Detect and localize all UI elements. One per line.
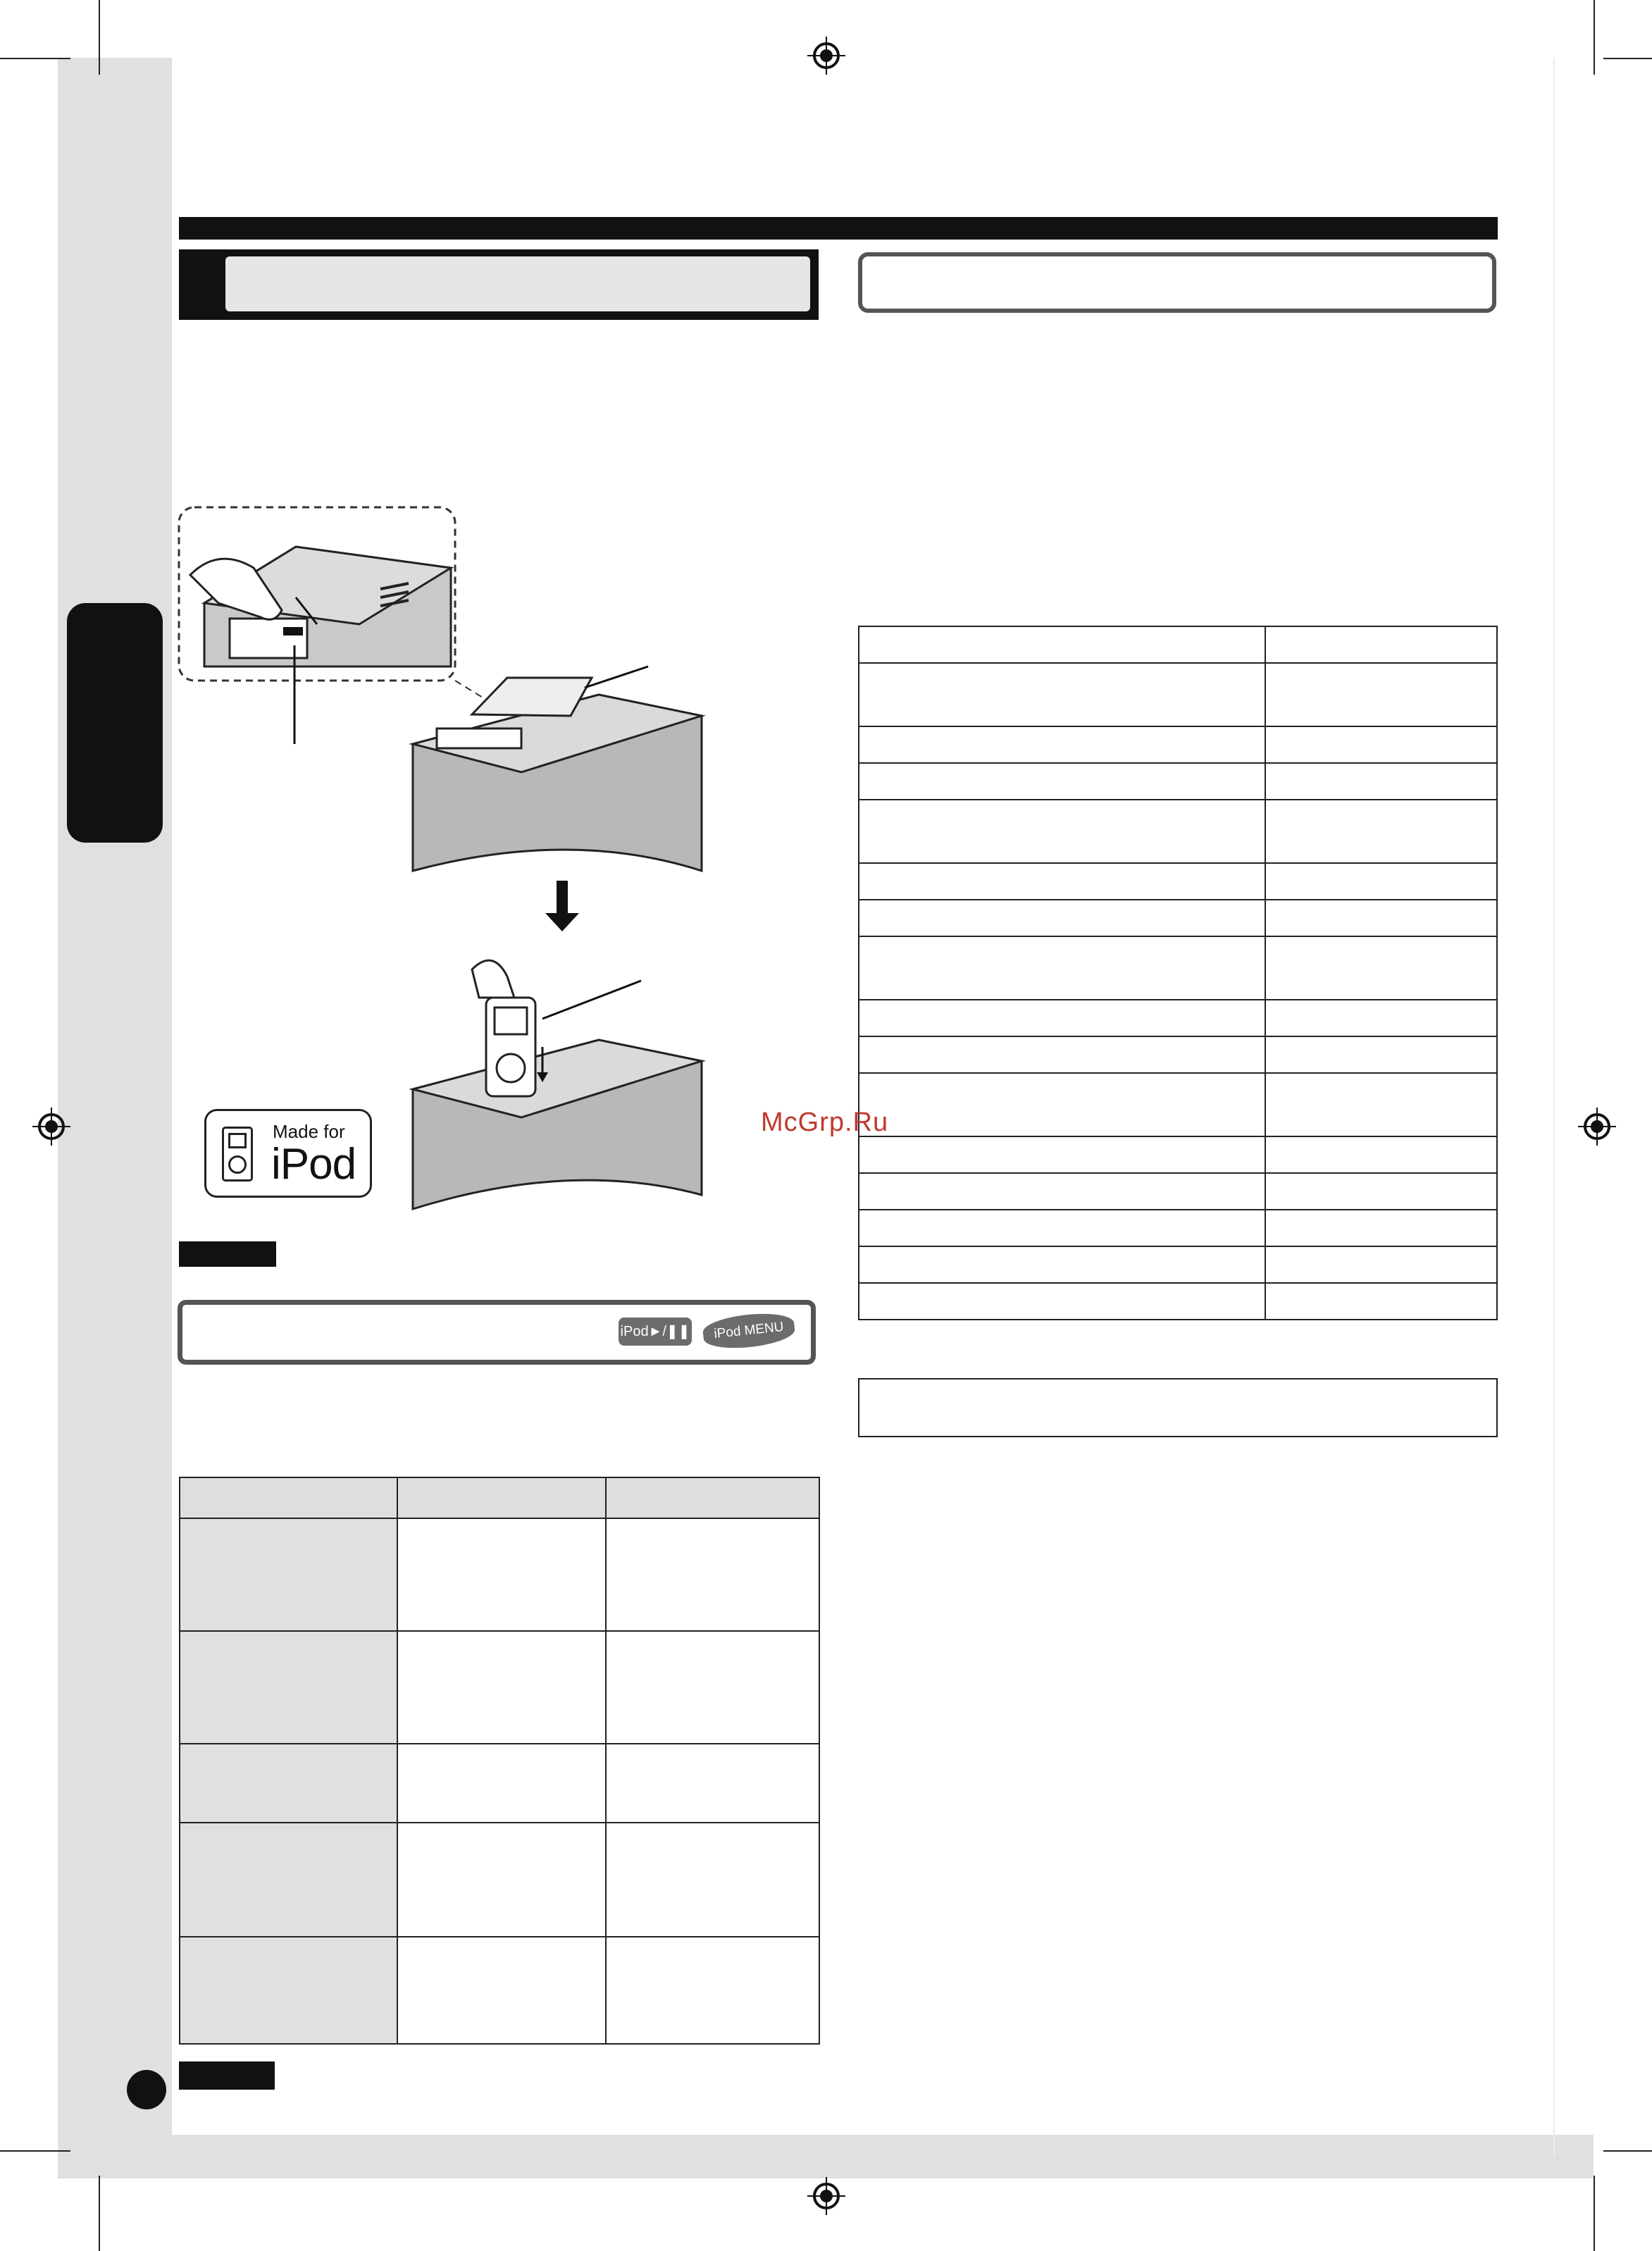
chapter-header-bar — [179, 217, 1498, 240]
watermark: McGrp.Ru — [761, 1108, 889, 1137]
section-heading-left — [179, 249, 819, 320]
section-heading-right — [858, 252, 1496, 313]
ipod-icon — [222, 1127, 253, 1182]
registration-mark-icon — [807, 2177, 845, 2215]
ipod-play-pause-button[interactable]: iPod►/❚❚ — [619, 1317, 692, 1346]
crop-mark — [1603, 2150, 1652, 2152]
page-bottom-band — [58, 2135, 1594, 2178]
crop-mark — [99, 0, 100, 75]
page-margin-band — [58, 58, 172, 2150]
compatibility-table — [858, 626, 1498, 1320]
crop-mark — [0, 58, 70, 59]
note-label — [179, 1241, 276, 1267]
registration-mark-icon — [1578, 1108, 1616, 1146]
ipod-menu-button[interactable]: iPod MENU — [702, 1310, 796, 1351]
crop-mark — [1603, 58, 1652, 59]
crop-mark — [1594, 0, 1595, 75]
section-side-tab — [67, 603, 163, 843]
crop-mark — [99, 2176, 100, 2251]
registration-mark-icon — [807, 37, 845, 75]
operation-table — [179, 1477, 820, 2045]
logo-made-for: Made for — [273, 1121, 345, 1142]
note-label — [179, 2061, 275, 2090]
crop-mark — [1594, 2176, 1595, 2251]
made-for-ipod-logo — [204, 1109, 372, 1198]
registration-mark-icon — [32, 1108, 70, 1146]
page-edge-line — [1553, 58, 1555, 2157]
note-box — [858, 1378, 1498, 1437]
logo-ipod: iPod — [271, 1140, 356, 1189]
page-number-dot — [127, 2070, 166, 2109]
crop-mark — [0, 2150, 70, 2152]
